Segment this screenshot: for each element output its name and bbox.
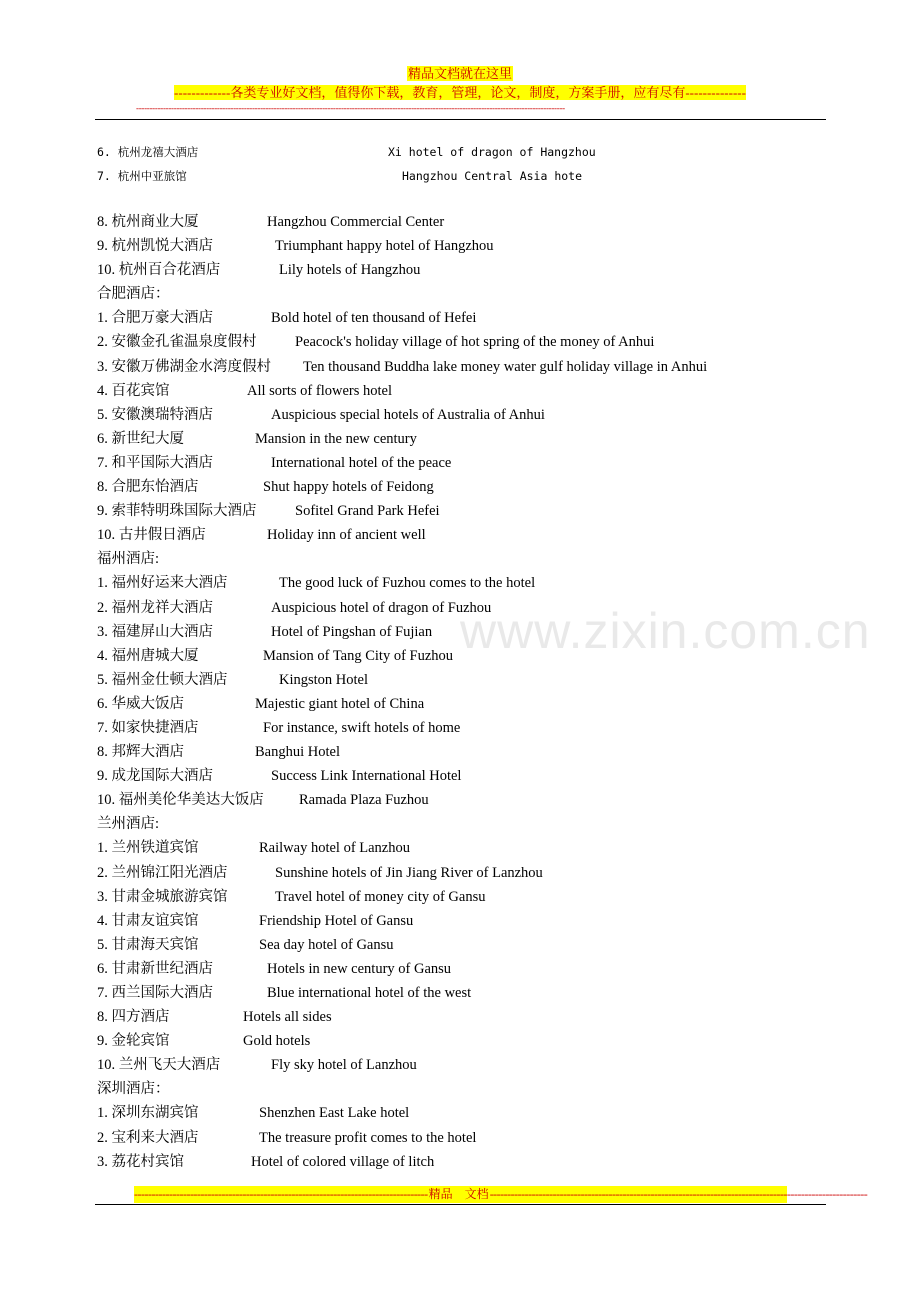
- hotel-name-cn: 7. 西兰国际大酒店: [97, 985, 213, 1001]
- list-item: [97, 861, 817, 885]
- hotel-name-cn: 2. 福州龙祥大酒店: [97, 599, 213, 616]
- header-title: 精品文档就在这里: [407, 66, 512, 81]
- hotel-name-en: The treasure profit comes to the hotel: [259, 1129, 477, 1146]
- list-item: [97, 644, 817, 668]
- hotel-name-en: Majestic giant hotel of China: [255, 695, 425, 712]
- list-item: [97, 234, 817, 258]
- hotel-name-cn: 3. 荔花村宾馆: [97, 1153, 184, 1170]
- hotel-name-cn: 9. 杭州凯悦大酒店: [97, 238, 213, 255]
- list-item: [97, 788, 817, 812]
- list-item: [97, 764, 817, 788]
- hotel-name-en: Auspicious special hotels of Australia of Anhui: [271, 406, 545, 423]
- hotel-name-cn: 6. 新世纪大厦: [97, 430, 184, 447]
- hotel-name-en: Lily hotels of Hangzhou: [279, 262, 421, 279]
- hotel-name-cn: 9. 索菲特明珠国际大酒店: [97, 503, 257, 520]
- list-item: [97, 1101, 817, 1125]
- hotel-name-en: Travel hotel of money city of Gansu: [275, 888, 486, 905]
- footer-label: 精品 文档: [428, 1187, 489, 1201]
- hotel-name-en: Hotel of colored village of litch: [251, 1153, 435, 1170]
- list-item: [97, 885, 817, 909]
- hotel-name-cn: 6. 杭州龙禧大酒店: [97, 145, 199, 159]
- list-item: [97, 145, 596, 159]
- hotel-name-cn: 2. 宝利来大酒店: [97, 1129, 199, 1146]
- footer-dashes-left: ------------------------------------------------------------------------------------: [134, 1187, 428, 1201]
- hotel-name-cn: 3. 福建屏山大酒店: [97, 623, 213, 640]
- hotel-name-en: Gold hotels: [243, 1033, 311, 1050]
- list-item: [97, 571, 817, 595]
- list-item: [97, 499, 817, 523]
- hotel-name-cn: 3. 甘肃金城旅游宾馆: [97, 888, 228, 905]
- list-item: [97, 403, 817, 427]
- hotel-name-en: Ramada Plaza Fuzhou: [299, 792, 429, 809]
- hotel-name-en: For instance, swift hotels of home: [263, 719, 461, 736]
- hotel-name-en: Ten thousand Buddha lake money water gulf holiday village in Anhui: [303, 358, 708, 375]
- hotel-name-en: The good luck of Fuzhou comes to the hotel: [279, 575, 536, 592]
- list-item: [97, 451, 817, 475]
- list-item: [97, 1053, 817, 1077]
- hotel-name-en: Kingston Hotel: [279, 671, 369, 688]
- list-item: [97, 330, 817, 354]
- list-item: [97, 169, 583, 183]
- list-item: [97, 306, 817, 330]
- hotel-name-cn: 9. 成龙国际大酒店: [97, 768, 213, 785]
- hotel-name-en: Mansion of Tang City of Fuzhou: [263, 647, 454, 664]
- section-heading-shenzhen: 深圳酒店：: [97, 1081, 170, 1098]
- hotel-name-en: Triumphant happy hotel of Hangzhou: [275, 238, 494, 255]
- list-item: [97, 523, 817, 547]
- hotel-name-cn: 4. 福州唐城大厦: [97, 647, 199, 664]
- hotel-name-cn: 4. 甘肃友谊宾馆: [97, 912, 199, 929]
- hotel-name-cn: 8. 邦辉大酒店: [97, 744, 184, 761]
- list-item: [97, 596, 817, 620]
- hotel-name-en: Banghui Hotel: [255, 744, 340, 761]
- list-item: [97, 957, 817, 981]
- hotel-name-en: Holiday inn of ancient well: [267, 527, 426, 544]
- hotel-name-cn: 10. 福州美伦华美达大饭店: [97, 792, 264, 809]
- hotel-name-en: Hotels in new century of Gansu: [267, 960, 452, 977]
- hotel-name-cn: 5. 安徽澳瑞特酒店: [97, 406, 213, 423]
- section-heading-hefei: 合肥酒店：: [97, 286, 170, 303]
- hotel-name-en: Fly sky hotel of Lanzhou: [271, 1057, 417, 1074]
- hotel-name-en: Mansion in the new century: [255, 430, 417, 447]
- hotel-name-cn: 4. 百花宾馆: [97, 382, 170, 399]
- hotel-name-cn: 7. 和平国际大酒店: [97, 454, 213, 471]
- hotel-name-en: Hangzhou Central Asia hote: [402, 169, 583, 183]
- hotel-name-en: Xi hotel of dragon of Hangzhou: [388, 145, 596, 159]
- list-item: [97, 909, 817, 933]
- hotel-name-en: All sorts of flowers hotel: [247, 382, 392, 399]
- hotel-name-cn: 1. 兰州铁道宾馆: [97, 840, 199, 857]
- watermark: www.zixin.com.cn: [460, 603, 871, 659]
- hotel-name-en: Hangzhou Commercial Center: [267, 214, 445, 230]
- hotel-name-en: Sofitel Grand Park Hefei: [295, 503, 440, 520]
- list-item: [97, 258, 817, 282]
- list-item: [97, 1126, 817, 1150]
- hotel-name-cn: 2. 安徽金孔雀温泉度假村: [97, 334, 257, 351]
- hotel-name-cn: 8. 合肥东怡酒店: [97, 479, 199, 496]
- hotel-name-en: Sea day hotel of Gansu: [259, 936, 394, 953]
- list-item: [97, 620, 817, 644]
- list-item: [97, 933, 817, 957]
- hotel-name-en: Shenzhen East Lake hotel: [259, 1105, 410, 1122]
- hotel-name-cn: 10. 兰州飞天大酒店: [97, 1057, 221, 1074]
- list-item: [97, 1150, 817, 1174]
- hotel-name-cn: 1. 合肥万豪大酒店: [97, 310, 213, 327]
- hotel-name-cn: 6. 华威大饭店: [97, 695, 184, 712]
- hotel-name-cn: 10. 杭州百合花酒店: [97, 262, 221, 279]
- hotel-name-en: Friendship Hotel of Gansu: [259, 912, 414, 929]
- hotel-name-cn: 9. 金轮宾馆: [97, 1033, 170, 1050]
- list-item: [97, 1005, 817, 1029]
- list-item: [97, 475, 817, 499]
- hotel-name-cn: 2. 兰州锦江阳光酒店: [97, 864, 228, 881]
- hotel-name-cn: 8. 四方酒店: [97, 1009, 170, 1026]
- hotel-name-en: International hotel of the peace: [271, 454, 452, 471]
- list-item: [97, 355, 817, 379]
- list-item: [97, 668, 817, 692]
- footer-banner: [134, 1186, 868, 1203]
- hotel-name-en: Peacock's holiday village of hot spring of the money of Anhui: [295, 334, 655, 351]
- section-heading-lanzhou: 兰州酒店:: [97, 816, 160, 833]
- hotel-name-en: Success Link International Hotel: [271, 768, 462, 785]
- list-item: [97, 716, 817, 740]
- hotel-name-en: Auspicious hotel of dragon of Fuzhou: [271, 599, 492, 616]
- hotel-name-cn: 8. 杭州商业大厦: [97, 214, 199, 230]
- section-heading-fuzhou: 福州酒店:: [97, 551, 160, 568]
- list-item: [97, 981, 817, 1005]
- hotel-name-cn: 10. 古井假日酒店: [97, 527, 206, 544]
- hotel-name-cn: 7. 如家快捷酒店: [97, 719, 199, 736]
- list-item: [97, 836, 817, 860]
- hotel-name-en: Bold hotel of ten thousand of Hefei: [271, 310, 477, 327]
- list-item: [97, 1029, 817, 1053]
- hotel-name-cn: 7. 杭州中亚旅馆: [97, 169, 187, 183]
- list-item: [97, 379, 817, 403]
- list-item: [97, 692, 817, 716]
- list-item: [97, 210, 817, 234]
- footer-rule: [95, 1204, 826, 1205]
- hotel-name-cn: 5. 甘肃海天宾馆: [97, 936, 199, 953]
- hotel-name-en: Hotel of Pingshan of Fujian: [271, 623, 433, 640]
- hotel-list: [97, 210, 817, 1174]
- hotel-name-en: Blue international hotel of the west: [267, 985, 472, 1001]
- hotel-name-en: Railway hotel of Lanzhou: [259, 840, 410, 857]
- header-rule: [95, 119, 826, 120]
- hotel-name-en: Shut happy hotels of Feidong: [263, 479, 434, 496]
- hotel-name-cn: 3. 安徽万佛湖金水湾度假村: [97, 358, 271, 375]
- list-item: [97, 740, 817, 764]
- hotel-name-cn: 1. 深圳东湖宾馆: [97, 1105, 199, 1122]
- hotel-name-en: Sunshine hotels of Jin Jiang River of Lanzhou: [275, 864, 543, 881]
- hotel-name-cn: 5. 福州金仕顿大酒店: [97, 671, 228, 688]
- hotel-name-en: Hotels all sides: [243, 1009, 332, 1026]
- hotel-name-cn: 1. 福州好运来大酒店: [97, 575, 228, 592]
- header-subtitle: -------------各类专业好文档，值得你下载，教育，管理，论文，制度，方案手册，应有尽有--------------: [174, 85, 746, 100]
- footer-dashes-right: ------------------------------------------------------------------------------------------------------------: [489, 1187, 868, 1201]
- hotel-name-cn: 6. 甘肃新世纪酒店: [97, 960, 213, 977]
- header-dash-line: ---------------------------------------------------------------------------------------------------------------------------------------------------------------: [136, 103, 565, 113]
- list-item: [97, 427, 817, 451]
